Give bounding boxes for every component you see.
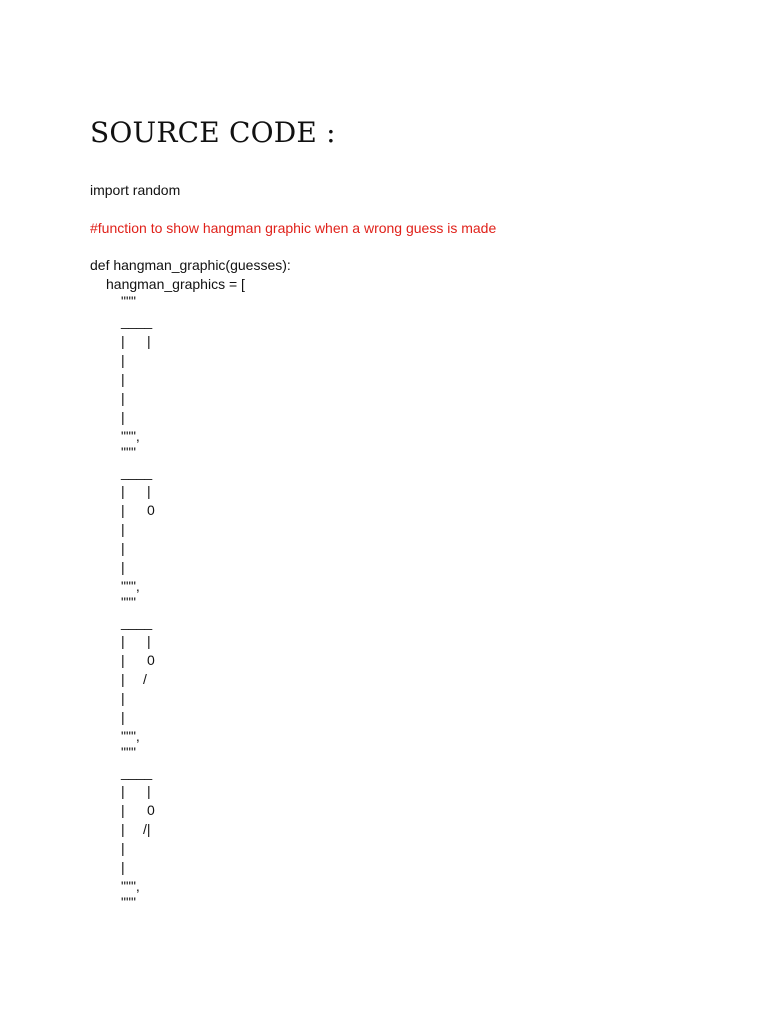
string-close-quote: """,	[121, 728, 140, 744]
gallows-post: |	[121, 521, 125, 537]
gallows-rope: |	[147, 783, 151, 799]
gallows-post: |	[121, 783, 125, 799]
string-open-quote: """	[121, 744, 136, 760]
gallows-row-arm-body	[121, 821, 161, 837]
comment-line: #function to show hangman graphic when a wrong guess is made	[90, 220, 497, 236]
gallows-row-rope	[121, 483, 161, 499]
hangman-left-arm: /	[143, 671, 147, 687]
hangman-head: 0	[147, 802, 155, 818]
gallows-row-head	[121, 802, 161, 818]
gallows-post: |	[121, 409, 125, 425]
gallows-row-head	[121, 652, 161, 668]
gallows-post: |	[121, 333, 125, 349]
hangman-head: 0	[147, 652, 155, 668]
string-open-quote: """	[121, 594, 136, 610]
gallows-post: |	[121, 859, 125, 875]
gallows-rope: |	[147, 333, 151, 349]
hangman-left-arm-body: /|	[143, 821, 151, 837]
gallows-post: |	[121, 540, 125, 556]
list-assignment-line: hangman_graphics = [	[106, 276, 245, 292]
gallows-rope: |	[147, 483, 151, 499]
gallows-rope: |	[147, 633, 151, 649]
gallows-row-rope	[121, 783, 161, 799]
hangman-head: 0	[147, 502, 155, 518]
gallows-post: |	[121, 559, 125, 575]
gallows-post: |	[121, 633, 125, 649]
gallows-post: |	[121, 840, 125, 856]
gallows-row-head	[121, 502, 161, 518]
gallows-beam: ____	[121, 614, 153, 630]
gallows-post: |	[121, 690, 125, 706]
string-close-quote: """,	[121, 878, 140, 894]
string-open-quote: """	[121, 444, 136, 460]
string-close-quote: """,	[121, 578, 140, 594]
gallows-row-rope	[121, 333, 161, 349]
gallows-post: |	[121, 502, 125, 518]
gallows-row-rope	[121, 633, 161, 649]
gallows-post: |	[121, 709, 125, 725]
gallows-post: |	[121, 802, 125, 818]
gallows-post: |	[121, 652, 125, 668]
function-definition-line: def hangman_graphic(guesses):	[90, 257, 291, 273]
section-heading: SOURCE CODE :	[90, 116, 336, 149]
string-close-quote: """,	[121, 428, 140, 444]
string-open-quote: """	[121, 293, 136, 309]
gallows-post: |	[121, 671, 125, 687]
gallows-post: |	[121, 371, 125, 387]
gallows-beam: ____	[121, 313, 153, 329]
gallows-post: |	[121, 483, 125, 499]
gallows-row-arm	[121, 671, 161, 687]
gallows-post: |	[121, 821, 125, 837]
string-open-quote: """	[121, 894, 136, 910]
gallows-post: |	[121, 390, 125, 406]
gallows-beam: ____	[121, 764, 153, 780]
gallows-post: |	[121, 352, 125, 368]
import-line: import random	[90, 182, 181, 198]
gallows-beam: ____	[121, 464, 153, 480]
